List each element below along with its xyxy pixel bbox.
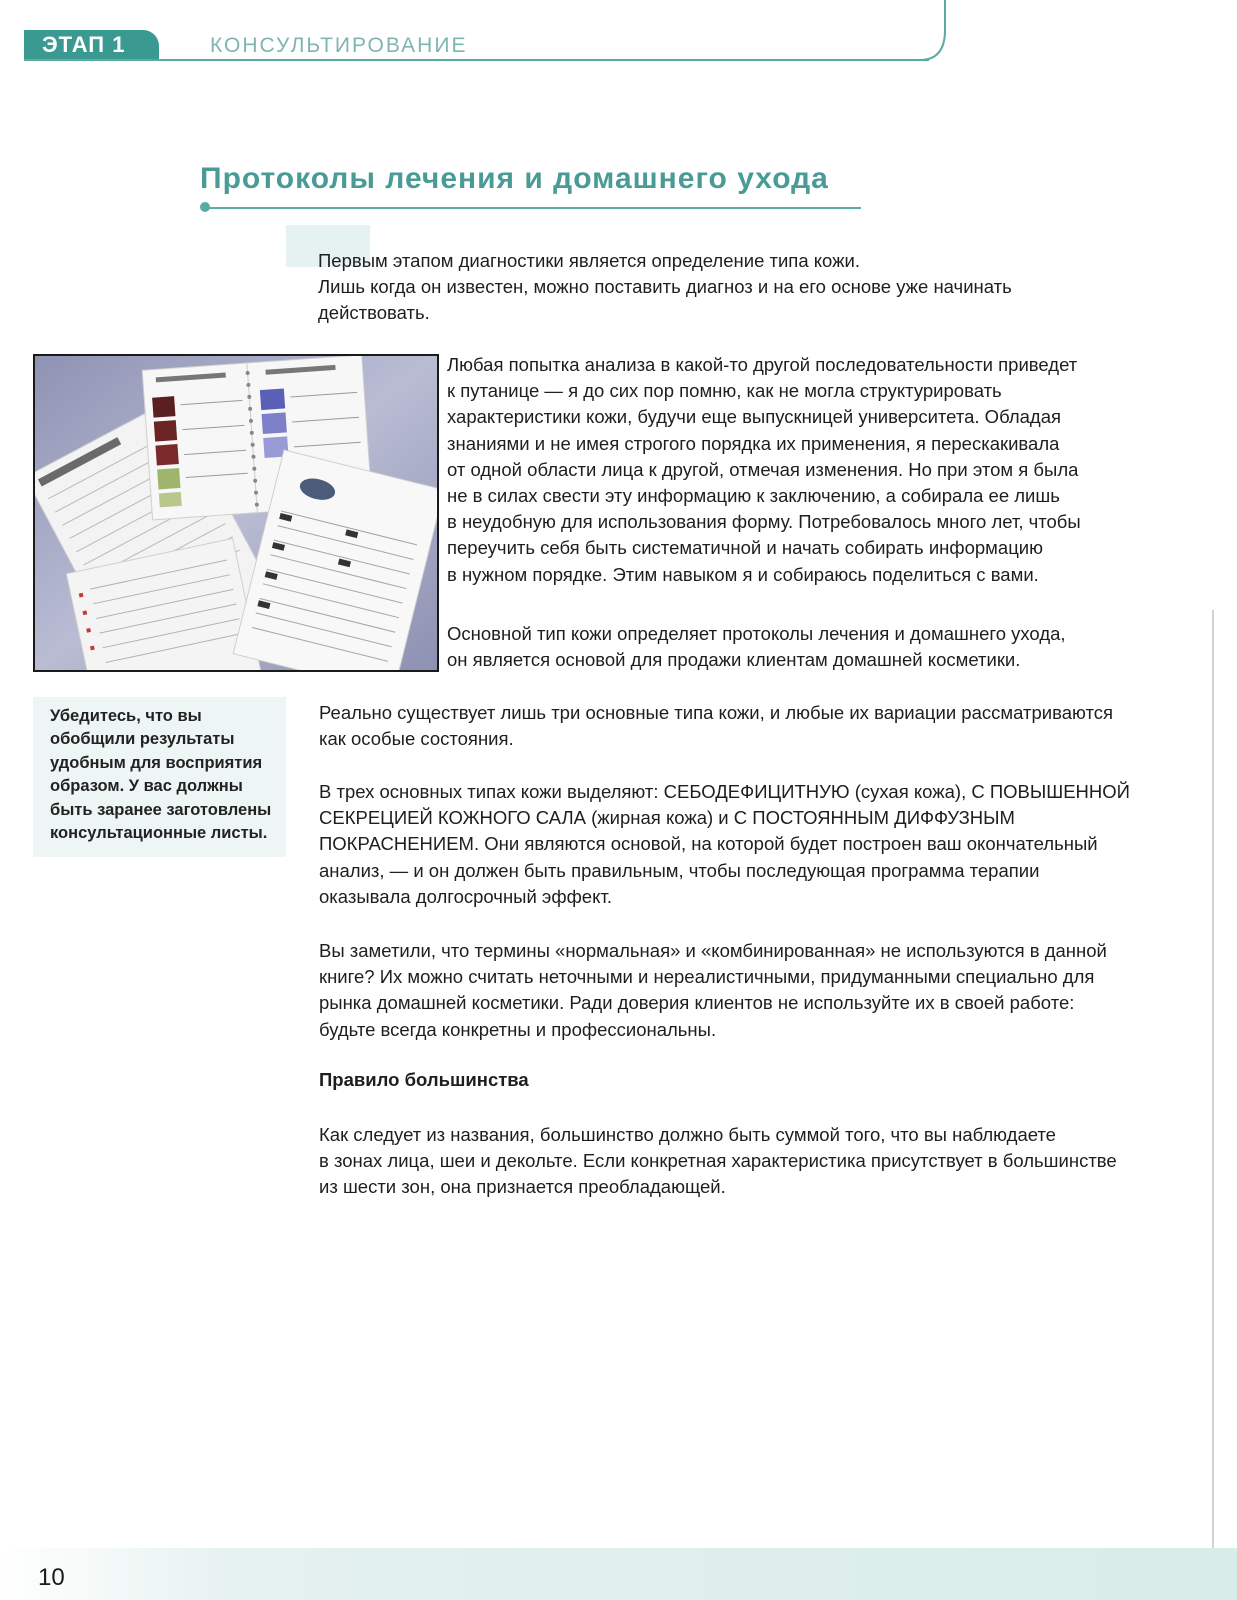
terms-paragraph [319, 938, 1107, 1043]
text-line: из шести зон, она признается преобладающей. [319, 1176, 726, 1198]
text-line: Основной тип кожи определяет протоколы лечения и домашнего ухода, [447, 623, 1066, 644]
header-rule [24, 59, 929, 61]
text-line: характеристики кожи, будучи еще выпускницей университета. Обладая [447, 406, 1062, 428]
three-types-paragraph [319, 700, 1113, 752]
text-line: книге? Их можно считать неточными и нереалистичными, придуманными специально для [319, 966, 1095, 988]
text-line: как особые состояния. [319, 728, 514, 750]
text-line: Любая попытка анализа в какой-то другой последовательности приведет [447, 354, 1078, 375]
stage-badge: ЭТАП 1 [24, 30, 159, 60]
text-line: он является основой для продажи клиентам домашней косметики. [447, 649, 1021, 671]
text-line: СЕКРЕЦИЕЙ КОЖНОГО САЛА (жирная кожа) и С ПОСТОЯННЫМ ДИФФУЗНЫМ [319, 807, 1015, 829]
protocols-paragraph [447, 621, 1066, 673]
section-label: КОНСУЛЬТИРОВАНИЕ [210, 34, 468, 57]
text-line: переучить себя быть систематичной и начать собирать информацию [447, 537, 1043, 559]
intro-line: Первым этапом диагностики является определение типа кожи. [318, 250, 860, 271]
tip-line: удобным для восприятия [50, 753, 263, 772]
tip-line: консультационные листы. [50, 824, 268, 843]
text-line: Реально существует лишь три основные типа кожи, и любые их вариации рассматриваются [319, 702, 1113, 723]
text-line: к путанице — я до сих пор помню, как не могла структурировать [447, 380, 1002, 402]
text-line: В трех основных типах кожи выделяют: СЕБОДЕФИЦИТНУЮ (сухая кожа), С ПОВЫШЕННОЙ [319, 781, 1130, 802]
header-curve [900, 0, 970, 62]
page-number: 10 [38, 1564, 65, 1591]
footer-band [0, 1548, 1237, 1600]
intro-paragraph [318, 248, 1012, 327]
majority-rule-heading: Правило большинства [319, 1069, 529, 1090]
text-line: ПОКРАСНЕНИЕМ. Они являются основой, на которой будет построен ваш окончательный [319, 833, 1098, 855]
sidebar-tip [33, 697, 286, 857]
page-edge-shadow [1212, 610, 1214, 1600]
tip-line: обобщили результаты [50, 730, 235, 749]
text-line: в неудобную для использования форму. Потребовалось много лет, чтобы [447, 511, 1081, 533]
text-line: анализ, — и он должен быть правильным, чтобы последующая программа терапии [319, 859, 1040, 881]
text-line: оказывала долгосрочный эффект. [319, 885, 612, 907]
main-types-paragraph [319, 779, 1130, 910]
title-underline [206, 207, 861, 209]
tip-line: быть заранее заготовлены [50, 800, 272, 819]
page-title: Протоколы лечения и домашнего ухода [200, 162, 829, 195]
consultation-sheets-photo [33, 354, 439, 672]
page-header [0, 0, 1237, 70]
text-line: Вы заметили, что термины «нормальная» и «комбинированная» не используются в данной [319, 940, 1107, 961]
text-line: Как следует из названия, большинство должно быть суммой того, что вы наблюдаете [319, 1124, 1056, 1145]
text-line: рынка домашней косметики. Ради доверия клиентов не используйте их в своей работе: [319, 992, 1075, 1014]
tip-line: Убедитесь, что вы [50, 707, 202, 725]
text-line: знаниями и не имея строгого порядка их применения, я перескакивала [447, 432, 1060, 454]
analysis-paragraph [447, 352, 1081, 588]
text-line: от одной области лица к другой, отмечая изменения. Но при этом я была [447, 458, 1079, 480]
majority-paragraph [319, 1122, 1117, 1201]
tip-line: образом. У вас должны [50, 777, 243, 796]
text-line: в зонах лица, шеи и декольте. Если конкретная характеристика присутствует в большинстве [319, 1150, 1117, 1172]
text-line: в нужном порядке. Этим навыком я и собираюсь поделиться с вами. [447, 563, 1039, 585]
intro-line: действовать. [318, 302, 430, 324]
intro-line: Лишь когда он известен, можно поставить диагноз и на его основе уже начинать [318, 276, 1012, 298]
text-line: не в силах свести эту информацию к заключению, а собирала ее лишь [447, 485, 1060, 507]
text-line: будьте всегда конкретны и профессиональны. [319, 1018, 717, 1040]
